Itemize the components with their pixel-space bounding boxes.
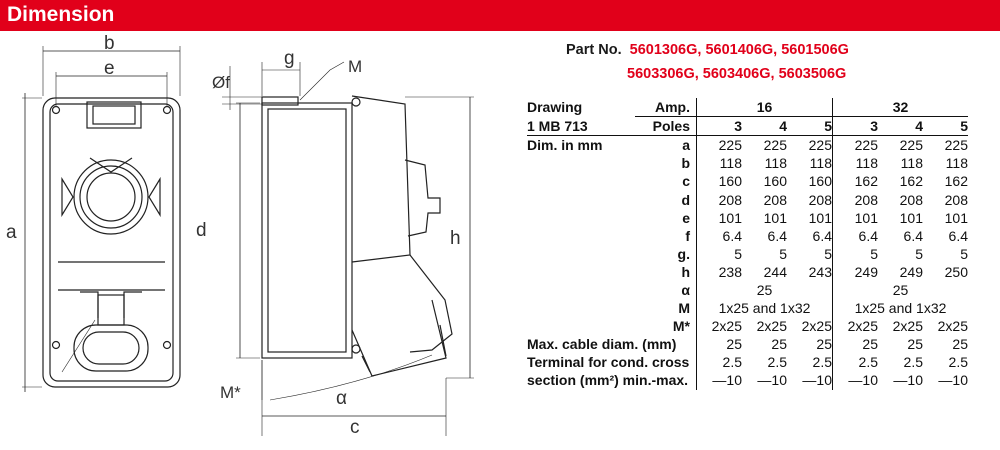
cell: 2x25 [756,318,787,335]
dim-label-alpha: α [336,388,347,409]
cell-empty [527,172,635,190]
table-header-row-poles [527,117,968,136]
part-number-values-1: 5601306G, 5601406G, 5601506G [629,42,849,58]
cell: 6.4 [833,227,879,245]
cell: 244 [763,263,787,280]
amp-label: Amp. [655,99,690,116]
drawing-number: 1 MB 713 [527,117,635,136]
m-16: 1x25 and 1x32 [697,299,833,317]
pole-value: 4 [742,117,787,136]
cell: —10 [757,372,787,389]
cell: 225 [899,137,923,154]
cell: 208 [833,190,879,208]
cell: 160 [808,173,832,190]
part-number-line-1 [566,42,849,58]
cell: —10 [802,372,832,389]
cell: 5 [779,245,787,262]
cell: 6.4 [903,227,923,244]
cell: —10 [893,372,923,389]
pole-value: 4 [878,117,923,136]
cell: 101 [697,209,743,227]
cell: 162 [944,173,968,190]
cell: 225 [697,136,743,155]
cell: 6.4 [948,227,968,244]
cell: 160 [763,173,787,190]
cell: 2x25 [937,318,968,335]
row-key: f [685,227,690,244]
cell: 2.5 [697,353,743,371]
cell-empty [527,227,635,245]
cell: 6.4 [767,227,787,244]
cell: 160 [697,172,743,190]
cell: 118 [945,155,968,172]
amp-32: 32 [833,98,969,117]
cell: 118 [764,155,787,172]
dim-label-mstar: M* [220,383,241,402]
cell: 101 [808,209,832,226]
cell: 101 [944,209,968,226]
dimension-table [527,98,968,390]
table-row-m [527,299,968,317]
cell: 25 [771,336,787,353]
row-key: g. [677,245,690,262]
side-view [222,62,474,436]
cable-label: Max. cable diam. (mm) [527,336,677,353]
cell: 2.5 [767,354,787,371]
row-key: h [681,263,690,280]
dim-label-b: b [104,33,115,54]
alpha-16: 25 [697,281,833,299]
cell: 6.4 [697,227,743,245]
table-row-section [527,371,968,389]
cell: 5 [960,245,968,262]
cell: 208 [697,190,743,208]
dim-label-m: M [348,57,363,76]
cell: 162 [833,172,879,190]
cell: 101 [763,209,787,226]
cell: 162 [899,173,923,190]
cell: 208 [763,191,787,208]
cell: 225 [833,136,879,155]
drawing-label: Drawing [527,99,583,116]
cell: 118 [697,154,743,172]
cell: 101 [833,209,879,227]
cell: 243 [808,263,832,280]
cell: 25 [952,336,968,353]
cell: 5 [915,245,923,262]
table-header-row-amp [527,98,968,117]
cell: 101 [899,209,923,226]
cell: 25 [816,336,832,353]
cell: 2.5 [812,354,832,371]
cell: 118 [833,154,879,172]
cell: 249 [899,263,923,280]
row-key: c [682,173,690,190]
cell: —10 [833,371,879,389]
table-row-mstar [527,317,968,335]
section-label: section (mm²) min.-max. [527,372,689,389]
table-row [527,190,968,208]
cell: 2.5 [948,354,968,371]
cell-empty [527,154,635,172]
cell: 2.5 [903,354,923,371]
dim-label-f: Øf [212,73,230,92]
dim-label-h: h [450,228,461,249]
cell: 249 [833,263,879,281]
cell: 238 [697,263,743,281]
table-row-cable [527,335,968,353]
row-key: α [681,281,690,298]
cell: 6.4 [812,227,832,244]
table-row [527,245,968,263]
table-row [527,209,968,227]
dim-label-a: a [6,222,17,243]
row-key: b [681,155,690,172]
cell: 25 [697,335,743,353]
cell: 118 [809,155,832,172]
cell: 2x25 [892,318,923,335]
cell: 225 [763,137,787,154]
amp-16: 16 [697,98,833,117]
cell: —10 [697,371,743,389]
table-row-terminal [527,353,968,371]
table-row [527,227,968,245]
row-key: a [682,137,690,154]
part-number-values-2: 5603306G, 5603406G, 5603506G [627,66,847,82]
m-32: 1x25 and 1x32 [833,299,969,317]
cell: 2x25 [833,317,879,335]
dim-label: Dim. in mm [527,137,603,154]
alpha-32: 25 [833,281,969,299]
part-number-line-2 [627,66,846,82]
dim-label-d: d [196,220,207,241]
table-row [527,172,968,190]
row-key: M [678,300,690,317]
terminal-label: Terminal for cond. cross [527,354,690,371]
row-key: d [681,191,690,208]
table-row [527,263,968,281]
table-row [527,154,968,172]
cell-empty [527,263,635,281]
cell: 5 [697,245,743,263]
cell-empty [527,245,635,263]
cell: 208 [808,191,832,208]
front-view [22,46,180,392]
pole-value: 5 [923,117,968,136]
part-number-label: Part No. [566,42,622,58]
cell: 5 [833,245,879,263]
cell: 118 [900,155,923,172]
cell-empty [527,209,635,227]
cell: 208 [899,191,923,208]
cell: 225 [944,137,968,154]
poles-label: Poles [635,117,697,136]
section-header [0,0,1000,31]
cell: 5 [824,245,832,262]
cell: 225 [808,137,832,154]
dim-label-e: e [104,58,115,79]
dimension-drawing [0,31,500,450]
table-row-alpha [527,281,968,299]
cell: 25 [907,336,923,353]
row-key: e [682,209,690,226]
cell-empty [527,190,635,208]
cell: 2x25 [697,317,743,335]
header-title: Dimension [7,3,115,26]
cell: 25 [833,335,879,353]
pole-value: 3 [697,117,743,136]
row-key: M* [672,318,690,335]
table-row [527,136,968,155]
cell: 2x25 [801,318,832,335]
pole-value: 5 [787,117,833,136]
cell: 250 [944,263,968,280]
cell: 2.5 [833,353,879,371]
dim-label-g: g [284,48,295,69]
dim-label-c: c [350,417,360,438]
cell: 208 [944,191,968,208]
pole-value: 3 [833,117,879,136]
cell: —10 [938,372,968,389]
